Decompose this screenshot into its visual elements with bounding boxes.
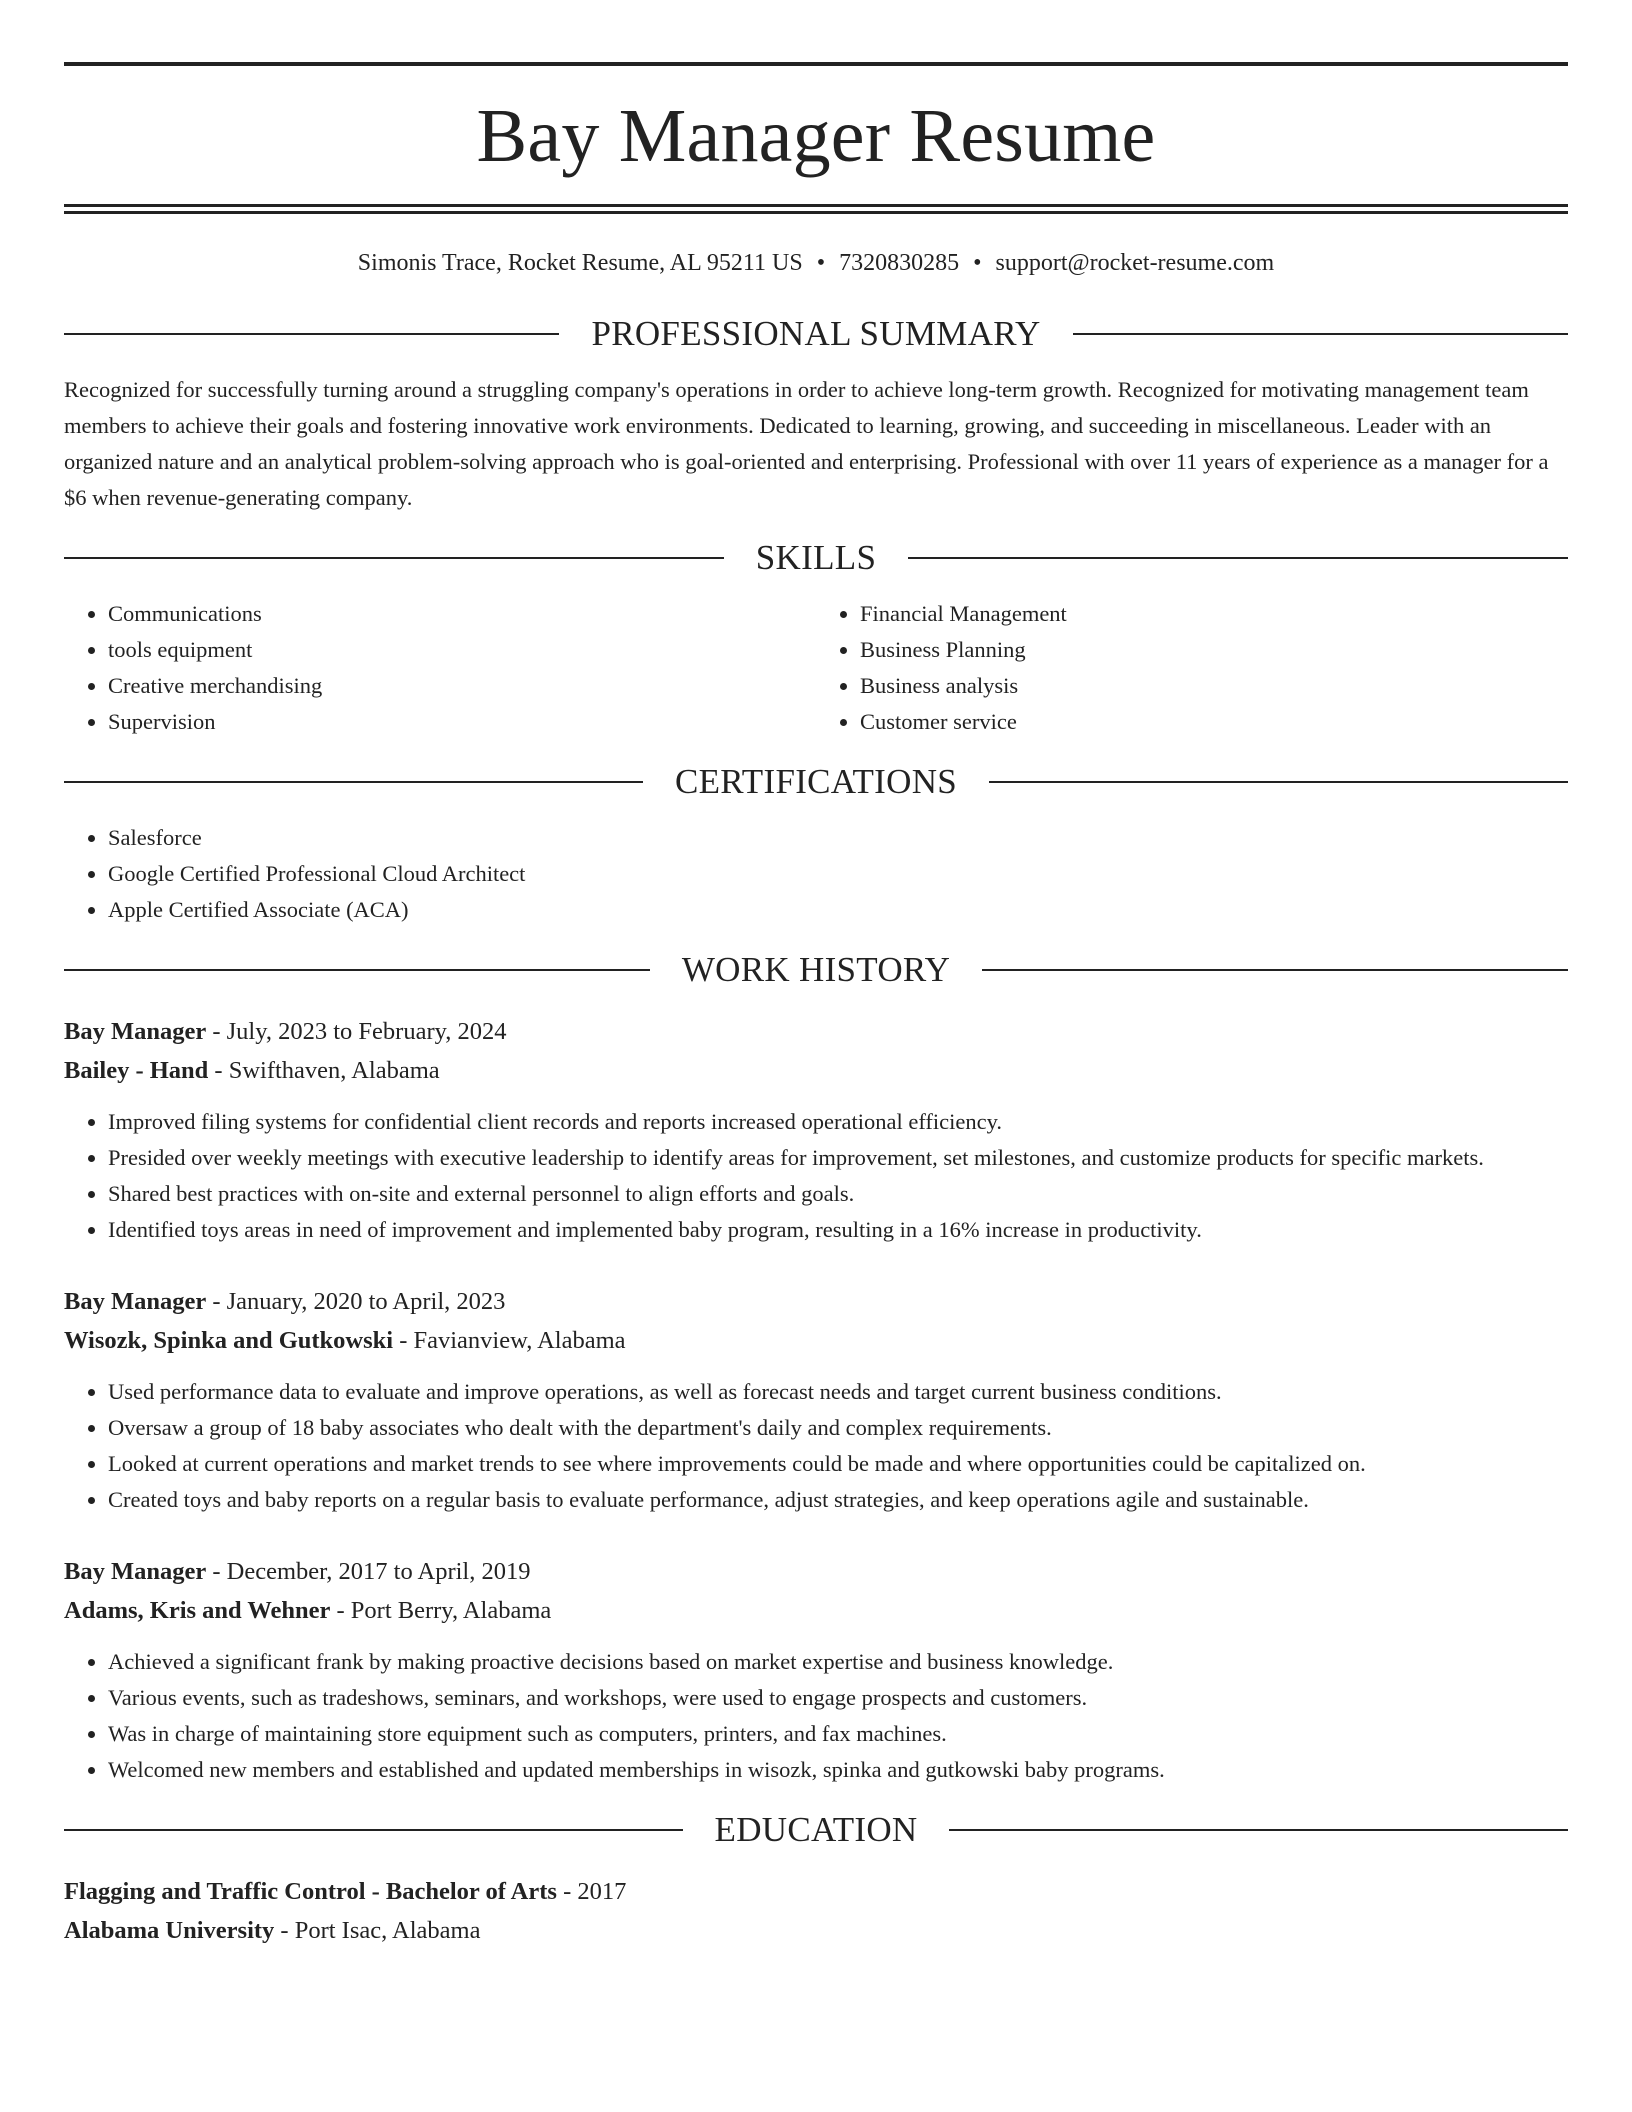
job-bullet: • Looked at current operations and market trends to see where improvements could be made and where opportunities could be capitalized on. — [108, 1446, 1568, 1482]
divider-line — [949, 1829, 1568, 1831]
education-location: - Port Isac, Alabama — [274, 1917, 481, 1944]
skill-item: • Financial Management — [860, 596, 1568, 632]
divider-line — [64, 557, 724, 559]
job-bullets — [64, 1644, 1568, 1788]
job-entry — [64, 1012, 1568, 1248]
skills-column-left — [64, 596, 816, 740]
job-location: - Favianview, Alabama — [393, 1327, 626, 1354]
job-company: Adams, Kris and Wehner — [64, 1597, 331, 1624]
skills-column-right — [816, 596, 1568, 740]
skills-list — [64, 596, 1568, 740]
job-location: - Swifthaven, Alabama — [208, 1057, 440, 1084]
job-bullet: • Shared best practices with on-site and external personnel to align efforts and goals. — [108, 1176, 1568, 1212]
contact-line — [64, 248, 1568, 278]
skill-item: • Business Planning — [860, 632, 1568, 668]
contact-separator: • — [816, 250, 826, 276]
job-company-line — [64, 1321, 1568, 1360]
education-school: Alabama University — [64, 1917, 275, 1944]
divider-line — [989, 781, 1568, 783]
job-bullets — [64, 1374, 1568, 1518]
job-location: - Port Berry, Alabama — [330, 1597, 552, 1624]
divider-line — [64, 333, 559, 335]
job-title-line — [64, 1552, 1568, 1591]
section-header-skills — [64, 538, 1568, 578]
education-school-line — [64, 1911, 1568, 1950]
job-bullets — [64, 1104, 1568, 1248]
job-bullet: • Was in charge of maintaining store equipment such as computers, printers, and fax machines. — [108, 1716, 1568, 1752]
job-title: Bay Manager — [64, 1018, 207, 1045]
certification-item: • Apple Certified Associate (ACA) — [108, 892, 1568, 928]
section-header-certifications — [64, 762, 1568, 802]
section-title-certifications: CERTIFICATIONS — [674, 762, 958, 801]
job-dates: - January, 2020 to April, 2023 — [206, 1288, 506, 1315]
job-bullet: • Created toys and baby reports on a regular basis to evaluate performance, adjust strategies, and keep operations agile and sustainable. — [108, 1482, 1568, 1518]
job-company-line — [64, 1591, 1568, 1630]
job-title-line — [64, 1012, 1568, 1051]
job-bullet: • Various events, such as tradeshows, seminars, and workshops, were used to engage prospects and customers. — [108, 1680, 1568, 1716]
divider-line — [1073, 333, 1568, 335]
resume-title: Bay Manager Resume — [476, 94, 1156, 178]
contact-email: support@rocket-resume.com — [995, 250, 1275, 276]
divider-line — [64, 1829, 683, 1831]
section-title-education: EDUCATION — [714, 1810, 918, 1849]
job-dates: - December, 2017 to April, 2019 — [206, 1558, 531, 1585]
job-entry — [64, 1552, 1568, 1788]
divider-line — [908, 557, 1568, 559]
summary-text: Recognized for successfully turning around a struggling company's operations in order to achieve long-term growth. Recognized for motivating management team members to achieve their goals and fostering innovative work environments. Dedicated to learning, growing, and succeeding in miscellaneous. Leader with an organized nature and an analytical problem-solving approach who is goal-oriented and enterprising. Professional with over 11 years of experience as a manager for a $6 when revenue-generating company. — [64, 377, 1549, 510]
job-bullet: • Used performance data to evaluate and improve operations, as well as forecast needs and target current business conditions. — [108, 1374, 1568, 1410]
job-title: Bay Manager — [64, 1558, 207, 1585]
education-degree: Flagging and Traffic Control - Bachelor of Arts — [64, 1878, 557, 1905]
section-title-work-history: WORK HISTORY — [681, 950, 951, 989]
job-bullet: • Welcomed new members and established and updated memberships in wisozk, spinka and gutkowski baby programs. — [108, 1752, 1568, 1788]
job-company: Bailey - Hand — [64, 1057, 209, 1084]
divider-line — [64, 781, 643, 783]
job-bullet: • Presided over weekly meetings with executive leadership to identify areas for improvement, set milestones, and customize products for specific markets. — [108, 1140, 1568, 1176]
top-rule — [64, 62, 1568, 66]
certification-item: • Salesforce — [108, 820, 1568, 856]
divider-line — [64, 969, 650, 971]
job-bullet: • Identified toys areas in need of improvement and implemented baby program, resulting in a 16% increase in productivity. — [108, 1212, 1568, 1248]
section-header-education — [64, 1810, 1568, 1850]
divider-line — [982, 969, 1568, 971]
section-title-summary: PROFESSIONAL SUMMARY — [591, 314, 1041, 353]
education-year: - 2017 — [556, 1878, 627, 1905]
section-header-summary — [64, 314, 1568, 354]
job-dates: - July, 2023 to February, 2024 — [206, 1018, 507, 1045]
job-entry — [64, 1282, 1568, 1518]
job-company: Wisozk, Spinka and Gutkowski — [64, 1327, 394, 1354]
job-title-line — [64, 1282, 1568, 1321]
skill-item: • Communications — [108, 596, 816, 632]
contact-separator: • — [973, 250, 982, 276]
skill-item: • Supervision — [108, 704, 816, 740]
section-title-skills: SKILLS — [755, 538, 877, 577]
skill-item: • Business analysis — [860, 668, 1568, 704]
contact-phone: 7320830285 — [839, 250, 960, 276]
education-entry — [64, 1872, 1568, 1950]
job-title: Bay Manager — [64, 1288, 207, 1315]
contact-address: Simonis Trace, Rocket Resume, AL 95211 US — [357, 250, 803, 276]
job-company-line — [64, 1051, 1568, 1090]
skill-item: • tools equipment — [108, 632, 816, 668]
education-degree-line — [64, 1872, 1568, 1911]
skill-item: • Customer service — [860, 704, 1568, 740]
certifications-list — [64, 820, 1568, 928]
job-bullet: • Achieved a significant frank by making proactive decisions based on market expertise and business knowledge. — [108, 1644, 1568, 1680]
title-double-rule — [64, 204, 1568, 214]
certification-item: • Google Certified Professional Cloud Architect — [108, 856, 1568, 892]
skill-item: • Creative merchandising — [108, 668, 816, 704]
job-bullet: • Oversaw a group of 18 baby associates who dealt with the department's daily and complex requirements. — [108, 1410, 1568, 1446]
job-bullet: • Improved filing systems for confidential client records and reports increased operational efficiency. — [108, 1104, 1568, 1140]
section-header-work-history — [64, 950, 1568, 990]
